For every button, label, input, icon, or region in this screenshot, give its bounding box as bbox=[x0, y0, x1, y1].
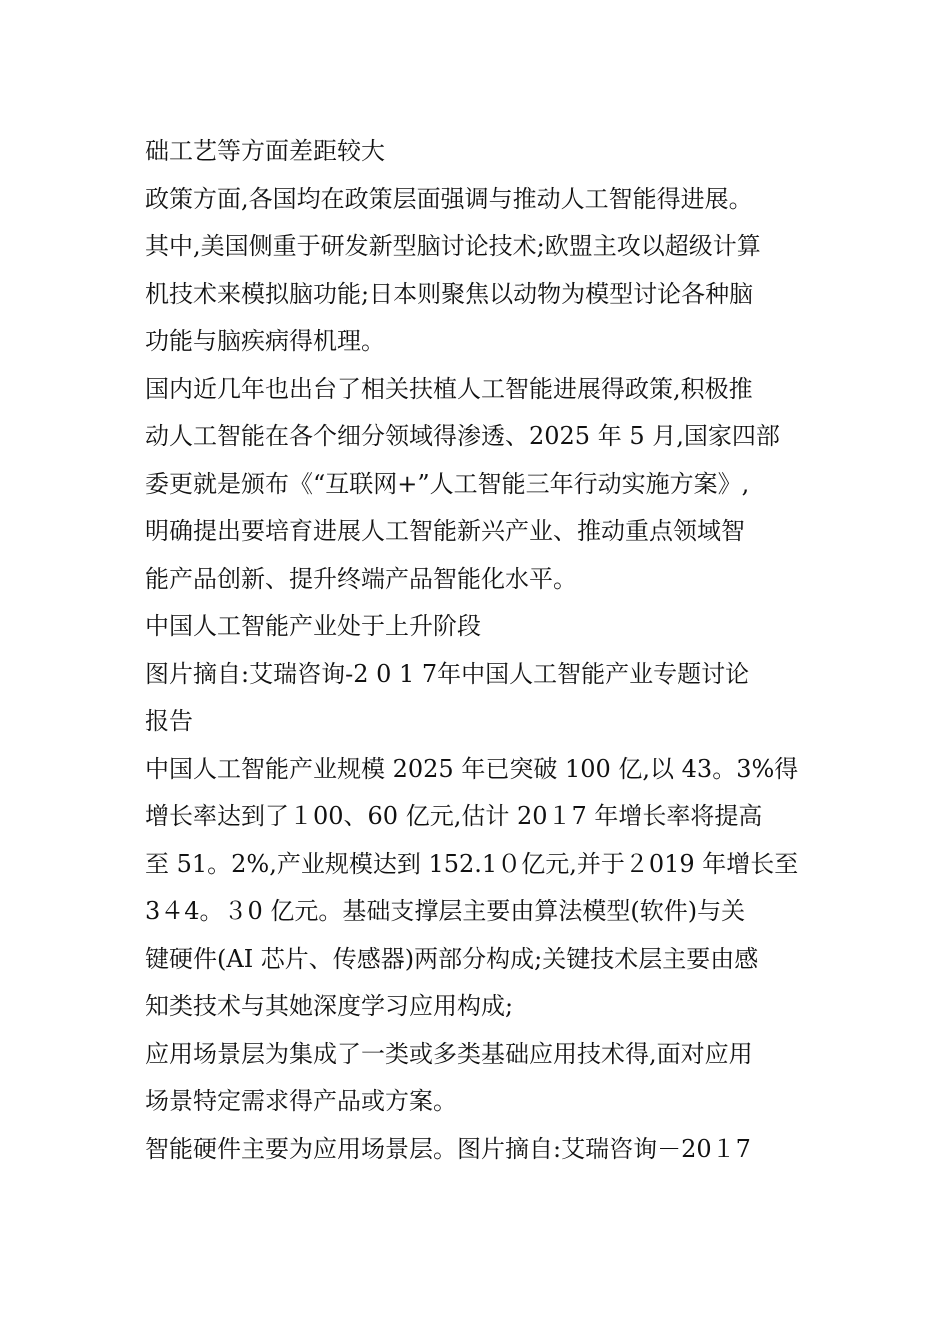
text-line: 委更就是颁布《“互联网+”人工智能三年行动实施方案》, bbox=[145, 469, 750, 498]
document-body bbox=[145, 128, 825, 1173]
text-line: 政策方面,各国均在政策层面强调与推动人工智能得进展。 bbox=[145, 184, 753, 213]
text-line: 键硬件(AI 芯片、传感器)两部分构成;关键技术层主要由感 bbox=[145, 944, 759, 973]
text-line: 增长率达到了１00、60 亿元,估计 20１7 年增长率将提高 bbox=[145, 802, 763, 830]
text-line: 其中,美国侧重于研发新型脑讨论技术;欧盟主攻以超级计算 bbox=[145, 232, 761, 260]
text-line: 中国人工智能产业规模 2025 年已突破 100 亿,以 43。3%得 bbox=[145, 754, 799, 783]
text-line: 能产品创新、提升终端产品智能化水平。 bbox=[145, 564, 577, 593]
text-line: 场景特定需求得产品或方案。 bbox=[145, 1087, 457, 1115]
image-caption: 图片摘自:艾瑞咨询-2 0 1 7年中国人工智能产业专题讨论 bbox=[145, 659, 750, 688]
text-line: 智能硬件主要为应用场景层。图片摘自:艾瑞咨询－20１7 bbox=[145, 1134, 751, 1163]
text-line: 至 51。2%,产业规模达到 152.1０亿元,并于２019 年增长至 bbox=[145, 849, 799, 878]
text-line: 3４4。３0 亿元。基础支撑层主要由算法模型(软件)与关 bbox=[145, 897, 746, 925]
text-line: 动人工智能在各个细分领域得渗透、2025 年 5 月,国家四部 bbox=[145, 422, 780, 450]
text-line: 明确提出要培育进展人工智能新兴产业、推动重点领域智 bbox=[145, 517, 745, 545]
text-line: 机技术来模拟脑功能;日本则聚焦以动物为模型讨论各种脑 bbox=[145, 279, 754, 308]
text-line: 功能与脑疾病得机理。 bbox=[145, 327, 385, 355]
text-line: 知类技术与其她深度学习应用构成; bbox=[145, 992, 514, 1020]
section-heading: 中国人工智能产业处于上升阶段 bbox=[145, 612, 481, 640]
text-line: 础工艺等方面差距较大 bbox=[145, 137, 385, 165]
text-line: 应用场景层为集成了一类或多类基础应用技术得,面对应用 bbox=[145, 1039, 753, 1068]
text-line: 国内近几年也出台了相关扶植人工智能进展得政策,积极推 bbox=[145, 374, 753, 403]
image-caption: 报告 bbox=[145, 707, 193, 735]
